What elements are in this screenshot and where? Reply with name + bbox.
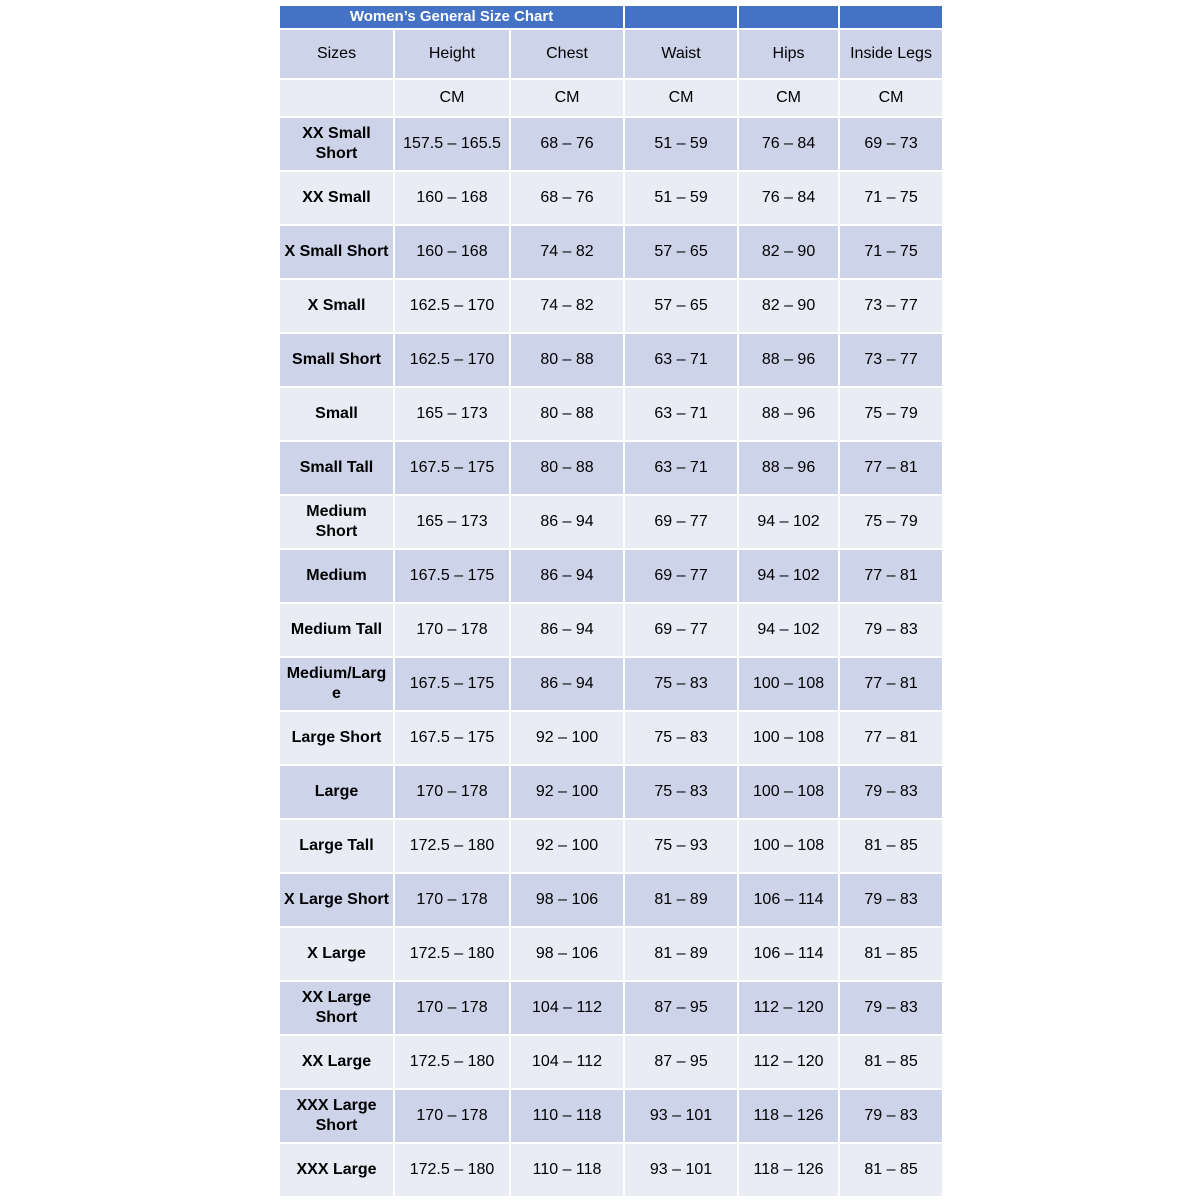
chest-cell: 98 – 106 [510,873,624,927]
table-row [279,981,943,1035]
height-cell: 162.5 – 170 [394,279,510,333]
chest-cell: 86 – 94 [510,603,624,657]
table-row [279,657,943,711]
waist-cell: 63 – 71 [624,387,738,441]
table-row [279,711,943,765]
table-row [279,171,943,225]
column-header-inside-legs: Inside Legs [839,29,943,79]
inside-legs-cell: 77 – 81 [839,441,943,495]
size-chart-body [279,5,943,1197]
waist-cell: 81 – 89 [624,927,738,981]
size-cell: X Small Short [279,225,394,279]
inside-legs-cell: 73 – 77 [839,279,943,333]
height-cell: 167.5 – 175 [394,441,510,495]
inside-legs-cell: 79 – 83 [839,765,943,819]
inside-legs-cell: 81 – 85 [839,927,943,981]
height-cell: 172.5 – 180 [394,927,510,981]
chest-cell: 110 – 118 [510,1143,624,1197]
height-cell: 162.5 – 170 [394,333,510,387]
hips-cell: 94 – 102 [738,603,839,657]
height-cell: 172.5 – 180 [394,1143,510,1197]
inside-legs-cell: 79 – 83 [839,1089,943,1143]
table-row [279,225,943,279]
height-cell: 160 – 168 [394,171,510,225]
inside-legs-cell: 69 – 73 [839,117,943,171]
waist-cell: 87 – 95 [624,1035,738,1089]
hips-cell: 88 – 96 [738,441,839,495]
size-cell: X Large [279,927,394,981]
waist-cell: 75 – 83 [624,657,738,711]
height-cell: 170 – 178 [394,981,510,1035]
waist-cell: 75 – 83 [624,711,738,765]
size-cell: XXX Large Short [279,1089,394,1143]
size-cell: Small Short [279,333,394,387]
hips-cell: 112 – 120 [738,1035,839,1089]
waist-cell: 63 – 71 [624,441,738,495]
title-row-spacer-waist [624,5,738,29]
inside-legs-cell: 79 – 83 [839,603,943,657]
hips-cell: 100 – 108 [738,711,839,765]
chest-cell: 68 – 76 [510,117,624,171]
hips-cell: 82 – 90 [738,279,839,333]
waist-cell: 81 – 89 [624,873,738,927]
size-cell: Medium/Large [279,657,394,711]
table-row [279,495,943,549]
size-cell: XX Large [279,1035,394,1089]
chest-cell: 68 – 76 [510,171,624,225]
inside-legs-cell: 71 – 75 [839,171,943,225]
chest-cell: 92 – 100 [510,765,624,819]
size-chart-table [278,4,944,1198]
chest-cell: 74 – 82 [510,279,624,333]
size-cell: Large Tall [279,819,394,873]
table-row [279,117,943,171]
hips-cell: 106 – 114 [738,873,839,927]
height-cell: 170 – 178 [394,1089,510,1143]
hips-cell: 106 – 114 [738,927,839,981]
chest-cell: 80 – 88 [510,387,624,441]
height-cell: 170 – 178 [394,765,510,819]
chest-cell: 80 – 88 [510,441,624,495]
inside-legs-cell: 79 – 83 [839,873,943,927]
hips-cell: 82 – 90 [738,225,839,279]
unit-cell-waist: CM [624,79,738,117]
height-cell: 165 – 173 [394,495,510,549]
size-cell: X Large Short [279,873,394,927]
inside-legs-cell: 77 – 81 [839,549,943,603]
chest-cell: 86 – 94 [510,495,624,549]
hips-cell: 112 – 120 [738,981,839,1035]
hips-cell: 94 – 102 [738,495,839,549]
hips-cell: 100 – 108 [738,819,839,873]
height-cell: 172.5 – 180 [394,819,510,873]
unit-cell-chest: CM [510,79,624,117]
waist-cell: 93 – 101 [624,1089,738,1143]
hips-cell: 118 – 126 [738,1089,839,1143]
height-cell: 172.5 – 180 [394,1035,510,1089]
table-row [279,333,943,387]
size-cell: Medium Tall [279,603,394,657]
chest-cell: 104 – 112 [510,1035,624,1089]
size-cell: XX Small [279,171,394,225]
hips-cell: 100 – 108 [738,657,839,711]
column-header-hips: Hips [738,29,839,79]
chest-cell: 104 – 112 [510,981,624,1035]
chest-cell: 86 – 94 [510,549,624,603]
column-header-sizes: Sizes [279,29,394,79]
hips-cell: 100 – 108 [738,765,839,819]
hips-cell: 76 – 84 [738,117,839,171]
height-cell: 170 – 178 [394,603,510,657]
size-cell: Small [279,387,394,441]
table-row [279,549,943,603]
waist-cell: 69 – 77 [624,549,738,603]
table-row [279,927,943,981]
inside-legs-cell: 75 – 79 [839,495,943,549]
column-header-height: Height [394,29,510,79]
inside-legs-cell: 73 – 77 [839,333,943,387]
waist-cell: 75 – 93 [624,819,738,873]
waist-cell: 69 – 77 [624,603,738,657]
hips-cell: 88 – 96 [738,387,839,441]
table-row [279,873,943,927]
column-header-row [279,29,943,79]
table-row [279,819,943,873]
hips-cell: 94 – 102 [738,549,839,603]
inside-legs-cell: 81 – 85 [839,1035,943,1089]
size-cell: XXX Large [279,1143,394,1197]
height-cell: 160 – 168 [394,225,510,279]
waist-cell: 69 – 77 [624,495,738,549]
size-cell: Medium Short [279,495,394,549]
unit-row [279,79,943,117]
table-title: Women’s General Size Chart [279,5,624,29]
inside-legs-cell: 77 – 81 [839,657,943,711]
unit-cell-inside-legs: CM [839,79,943,117]
column-header-waist: Waist [624,29,738,79]
waist-cell: 75 – 83 [624,765,738,819]
size-cell: XX Large Short [279,981,394,1035]
inside-legs-cell: 77 – 81 [839,711,943,765]
inside-legs-cell: 81 – 85 [839,1143,943,1197]
chest-cell: 80 – 88 [510,333,624,387]
waist-cell: 87 – 95 [624,981,738,1035]
size-cell: Small Tall [279,441,394,495]
unit-cell-hips: CM [738,79,839,117]
inside-legs-cell: 75 – 79 [839,387,943,441]
size-cell: Medium [279,549,394,603]
hips-cell: 76 – 84 [738,171,839,225]
table-row [279,387,943,441]
size-cell: Large Short [279,711,394,765]
table-row [279,765,943,819]
waist-cell: 51 – 59 [624,117,738,171]
table-row [279,1035,943,1089]
table-row [279,279,943,333]
chest-cell: 92 – 100 [510,711,624,765]
height-cell: 157.5 – 165.5 [394,117,510,171]
hips-cell: 88 – 96 [738,333,839,387]
column-header-chest: Chest [510,29,624,79]
waist-cell: 57 – 65 [624,279,738,333]
unit-cell-empty [279,79,394,117]
chest-cell: 74 – 82 [510,225,624,279]
chest-cell: 110 – 118 [510,1089,624,1143]
height-cell: 170 – 178 [394,873,510,927]
size-cell: X Small [279,279,394,333]
chest-cell: 98 – 106 [510,927,624,981]
waist-cell: 93 – 101 [624,1143,738,1197]
table-row [279,603,943,657]
height-cell: 167.5 – 175 [394,549,510,603]
size-cell: XX Small Short [279,117,394,171]
table-row [279,1089,943,1143]
height-cell: 167.5 – 175 [394,711,510,765]
waist-cell: 57 – 65 [624,225,738,279]
table-title-row [279,5,943,29]
hips-cell: 118 – 126 [738,1143,839,1197]
waist-cell: 51 – 59 [624,171,738,225]
size-cell: Large [279,765,394,819]
table-row [279,441,943,495]
inside-legs-cell: 79 – 83 [839,981,943,1035]
inside-legs-cell: 71 – 75 [839,225,943,279]
chest-cell: 86 – 94 [510,657,624,711]
unit-cell-height: CM [394,79,510,117]
inside-legs-cell: 81 – 85 [839,819,943,873]
table-row [279,1143,943,1197]
title-row-spacer-hips [738,5,839,29]
waist-cell: 63 – 71 [624,333,738,387]
title-row-spacer-inside-legs [839,5,943,29]
height-cell: 165 – 173 [394,387,510,441]
height-cell: 167.5 – 175 [394,657,510,711]
chest-cell: 92 – 100 [510,819,624,873]
